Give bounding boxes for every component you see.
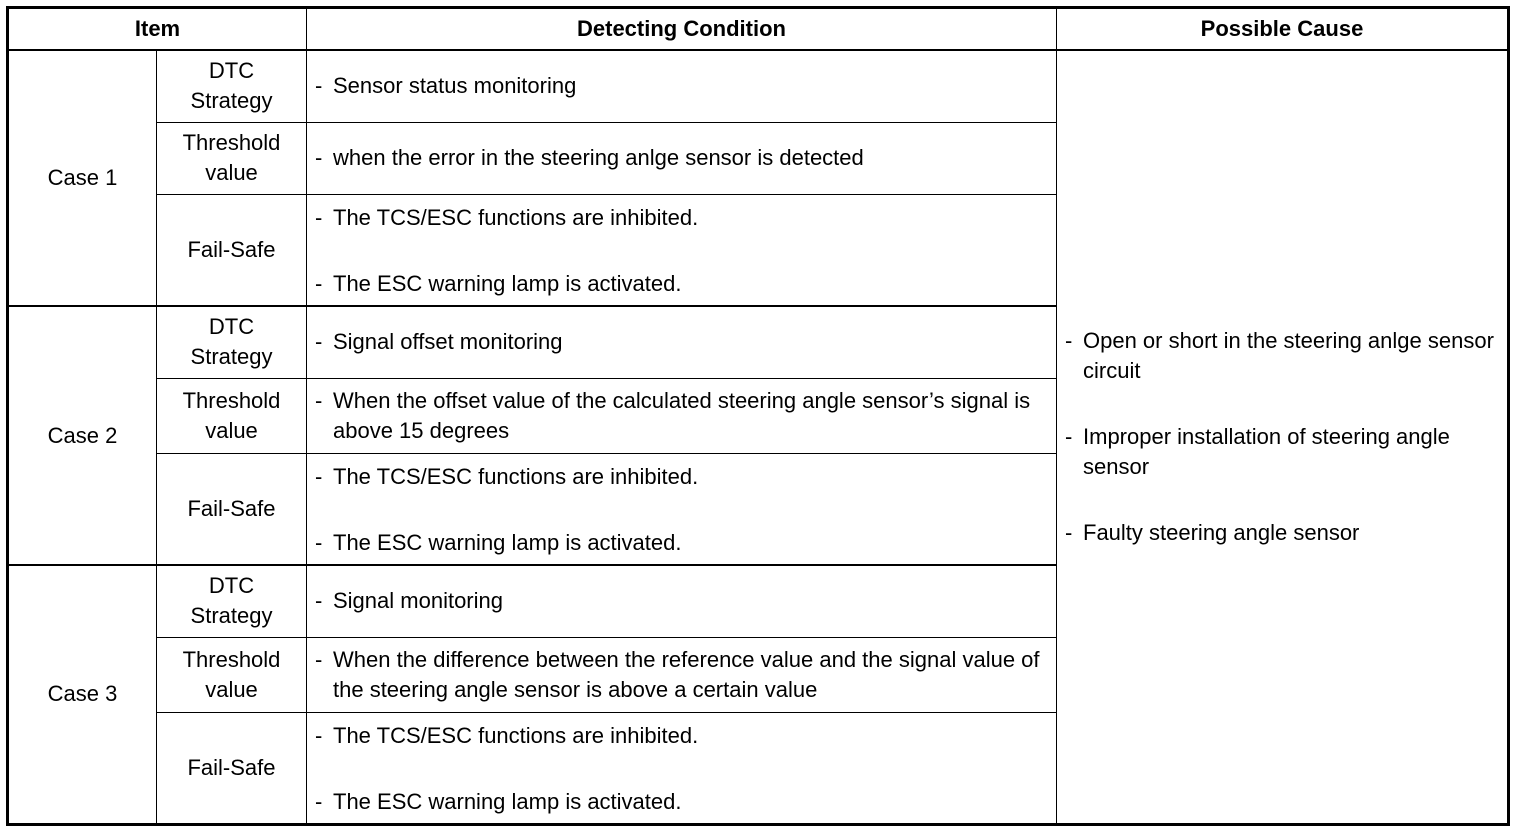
- case1-dtc-value-cell: [307, 50, 1057, 122]
- case1-threshold-label: [157, 122, 307, 194]
- cause-text-2: Improper installation of steering angle sensor: [1083, 423, 1450, 479]
- case2-dtc-value: Signal offset monitoring: [333, 329, 563, 355]
- case1-failsafe-label: Fail-Safe: [157, 194, 307, 306]
- threshold-label-line1: Threshold: [182, 646, 281, 672]
- case2-dtc-value-cell: [307, 306, 1057, 378]
- dash: -: [315, 646, 323, 672]
- dash: -: [315, 588, 323, 614]
- case2-failsafe-value-1: The TCS/ESC functions are inhibited.: [333, 463, 699, 489]
- case3-failsafe-value-cell: [307, 712, 1057, 824]
- cause-text-3: Faulty steering angle sensor: [1083, 519, 1360, 545]
- case1-threshold-value: when the error in the steering anlge sensor is detected: [333, 145, 864, 170]
- header-row: [8, 8, 1509, 51]
- dash: -: [315, 204, 323, 230]
- dash: -: [1065, 519, 1073, 545]
- threshold-label-line2: value: [205, 676, 258, 702]
- dash: -: [1065, 423, 1073, 449]
- case3-failsafe-value-2: The ESC warning lamp is activated.: [333, 788, 682, 814]
- dash: -: [315, 788, 323, 814]
- header-item: Item: [8, 8, 307, 51]
- case3-threshold-value-cell: [307, 637, 1057, 712]
- case1-dtc-label: [157, 50, 307, 122]
- case3-label: Case 3: [8, 565, 157, 824]
- threshold-label-line2: value: [205, 417, 258, 443]
- case1-threshold-value-cell: [307, 122, 1057, 194]
- case1-failsafe-value-2: The ESC warning lamp is activated.: [333, 270, 682, 296]
- threshold-label-line1: Threshold: [182, 387, 281, 413]
- case3-threshold-label: [157, 637, 307, 712]
- dash: -: [315, 463, 323, 489]
- case2-failsafe-value-2: The ESC warning lamp is activated.: [333, 529, 682, 555]
- case1-label: Case 1: [8, 50, 157, 306]
- dash: -: [315, 529, 323, 555]
- case3-failsafe-label: Fail-Safe: [157, 712, 307, 824]
- cause-item: [1065, 422, 1501, 482]
- case2-failsafe-label: Fail-Safe: [157, 453, 307, 565]
- cause-item: [1065, 518, 1501, 548]
- threshold-label-line2: value: [205, 160, 258, 185]
- dtc-label-line2: Strategy: [190, 88, 273, 114]
- header-possible-cause: Possible Cause: [1057, 8, 1509, 51]
- dash: -: [315, 270, 323, 296]
- header-detecting-condition: Detecting Condition: [307, 8, 1057, 51]
- possible-cause-cell: [1057, 50, 1509, 824]
- case2-threshold-label: [157, 378, 307, 453]
- case3-dtc-label: [157, 565, 307, 637]
- case3-dtc-value: Signal monitoring: [333, 588, 503, 614]
- cause-text-1: Open or short in the steering anlge sensor circuit: [1083, 327, 1494, 383]
- case3-dtc-value-cell: [307, 565, 1057, 637]
- dtc-label-line1: DTC: [208, 314, 255, 340]
- dash: -: [315, 73, 323, 99]
- case3-failsafe-value-1: The TCS/ESC functions are inhibited.: [333, 722, 699, 748]
- threshold-label-line1: Threshold: [182, 130, 281, 155]
- case1-failsafe-value-1: The TCS/ESC functions are inhibited.: [333, 204, 699, 230]
- case3-threshold-value: When the difference between the reference value and the signal value of the steering angle sensor is above a certain value: [333, 646, 1040, 702]
- dtc-label-line2: Strategy: [190, 344, 273, 370]
- dash: -: [315, 387, 323, 413]
- case1-failsafe-value-cell: [307, 194, 1057, 306]
- cause-item: [1065, 326, 1501, 386]
- case2-threshold-value-cell: [307, 378, 1057, 453]
- case2-dtc-label: [157, 306, 307, 378]
- case2-threshold-value: When the offset value of the calculated steering angle sensor’s signal is above 15 degrees: [333, 387, 1031, 443]
- dash: -: [315, 329, 323, 355]
- dtc-table: [6, 6, 1510, 826]
- case1-dtc-row: [8, 50, 1509, 122]
- case2-label: Case 2: [8, 306, 157, 565]
- dtc-label-line1: DTC: [208, 573, 255, 599]
- case1-dtc-value: Sensor status monitoring: [333, 73, 577, 99]
- dtc-label-line2: Strategy: [190, 603, 273, 629]
- dash: -: [1065, 327, 1073, 353]
- dash: -: [315, 145, 323, 170]
- case2-failsafe-value-cell: [307, 453, 1057, 565]
- dtc-label-line1: DTC: [208, 58, 255, 84]
- dash: -: [315, 722, 323, 748]
